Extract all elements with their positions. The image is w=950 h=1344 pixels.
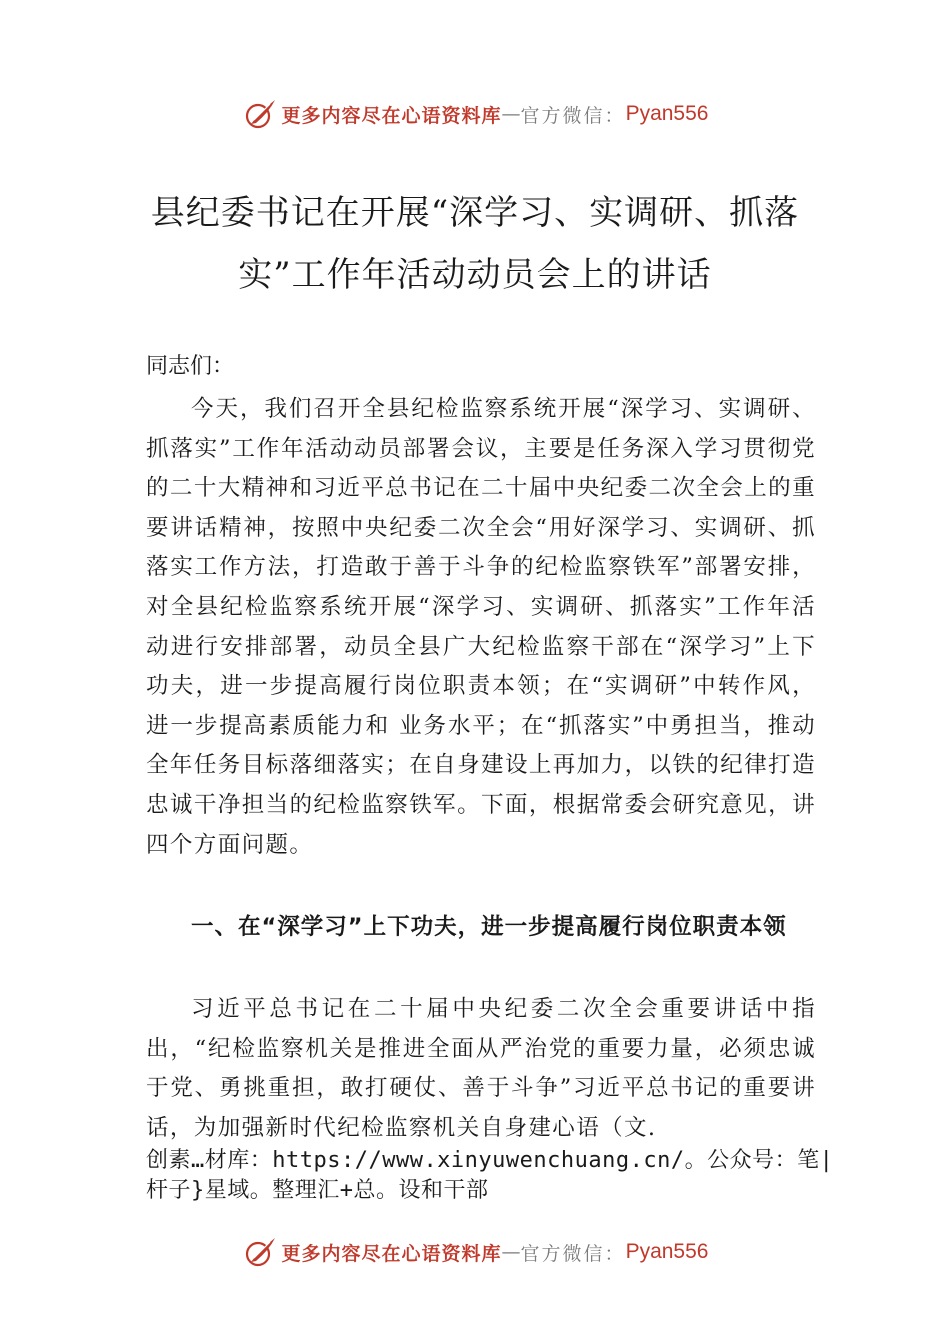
banner-brand: 更多内容尽在心语资料库 xyxy=(281,1242,502,1265)
banner-wechat-id: Pyan556 xyxy=(625,1240,709,1263)
banner-separator: — xyxy=(501,1241,521,1263)
document-title: 县纪委书记在开展“深学习、实调研、抓落实”工作年活动动员会上的讲话 xyxy=(150,193,800,295)
banner-brand: 更多内容尽在心语资料库 xyxy=(281,104,502,127)
watermark-tail-text: 创素…材库：https://www.xinyuwenchuang.cn/。公众号：笔|杆子}星域。整理汇+总。设和干部 xyxy=(146,1148,834,1203)
paragraph-section-1: 习近平总书记在二十届中央纪委二次全会重要讲话中指出，“纪检监察机关是推进全面从严治党的重要力量，必须忠诚于党、勇挑重担，敢打硬仗、善于斗争”习近平总书记的重要讲话，为加强新时代纪检监察机关自身建心语（文. xyxy=(146,996,816,1141)
feather-pen-icon xyxy=(242,96,278,132)
banner-separator: — xyxy=(501,103,521,125)
salutation: 同志们： xyxy=(146,354,235,379)
footer-banner xyxy=(0,1232,950,1272)
feather-pen-icon xyxy=(242,1234,278,1270)
paragraph-intro: 今天，我们召开全县纪检监察系统开展“深学习、实调研、抓落实”工作年活动动员部署会议，主要是任务深入学习贯彻党的二十大精神和习近平总书记在二十届中央纪委二次全会上的重要讲话精神，按照中央纪委二次全会“用好深学习、实调研、抓落实工作方法，打造敢于善于斗争的纪检监察铁军”部署安排，对全县纪检监察系统开展“深学习、实调研、抓落实”工作年活动进行安排部署，动员全县广大纪检监察干部在“深学习”上下功夫，进一步提高履行岗位职责本领；在“实调研”中转作风，进一步提高素质能力和 业务水平；在“抓落实”中勇担当，推动全年任务目标落细落实；在自身建设上再加力，以铁的纪律打造忠诚干净担当的纪检监察铁军。下面，根据常委会研究意见，讲四个方面问题。 xyxy=(146,396,816,858)
banner-wechat-label: 官方微信： xyxy=(520,104,626,127)
section-heading-1: 一、在“深学习”上下功夫，进一步提高履行岗位职责本领 xyxy=(191,914,787,940)
banner-wechat-id: Pyan556 xyxy=(625,102,709,125)
header-banner xyxy=(0,94,950,134)
banner-wechat-label: 官方微信： xyxy=(520,1242,626,1265)
